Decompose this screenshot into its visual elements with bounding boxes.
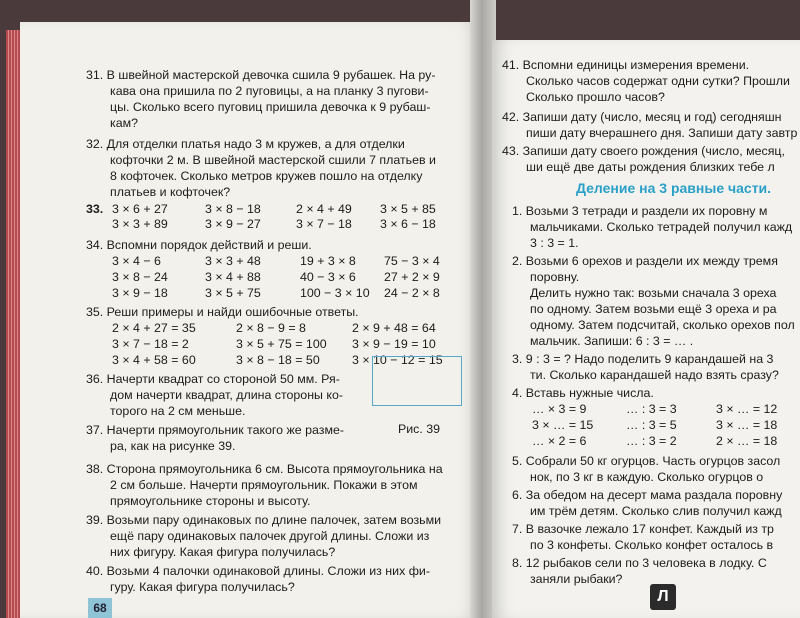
p34-ex: 3 × 8 − 24 (112, 270, 168, 284)
p34-ex: 27 + 2 × 9 (384, 270, 440, 284)
p33-ex: 3 × 5 + 85 (380, 202, 436, 216)
p34-ex: 3 × 5 + 75 (205, 286, 261, 300)
p37-line2: ра, как на рисунке 39. (110, 439, 236, 453)
p32-line2: кофточки 2 м. В швейной мастерской сшили 7 платьев и (110, 153, 436, 167)
p33-ex: 2 × 4 + 49 (296, 202, 352, 216)
p35-ex: 3 × 5 + 75 = 100 (236, 337, 327, 351)
rp-line: 43. Запиши дату своего рождения (число, месяц, (502, 144, 785, 158)
p40-line1: 40. Возьми 4 палочки одинаковой длины. Сложи из них фи- (86, 564, 430, 578)
rp-line: поровну. (530, 270, 580, 284)
p31-line4: кам? (110, 116, 138, 130)
fill-ex: … × 3 = 9 (532, 402, 587, 416)
p34-ex: 3 × 4 − 6 (112, 254, 161, 268)
fill-ex: 3 × … = 12 (716, 402, 778, 416)
p33-label: 33. (86, 202, 104, 216)
fill-ex: … : 3 = 5 (626, 418, 677, 432)
p35-ex: 2 × 8 − 9 = 8 (236, 321, 306, 335)
fill-ex: … : 3 = 3 (626, 402, 677, 416)
p33-ex: 3 × 3 + 89 (112, 217, 168, 231)
publisher-logo: Л (650, 584, 676, 610)
p38-line3: прямоугольнике стороны и высоту. (110, 494, 311, 508)
rp-line: 6. За обедом на десерт мама раздала поровну (512, 488, 783, 502)
rp-line: по одному. Затем возьми ещё 3 ореха и ра (530, 302, 777, 316)
p31-line2: кава она пришила по 2 пуговицы, а на планку 3 пугови- (110, 84, 429, 98)
p34-ex: 3 × 3 + 48 (205, 254, 261, 268)
p39-line2: ещё пару одинаковых палочек другой длины. Сложи из (110, 529, 430, 543)
p35-ex: 3 × 8 − 18 = 50 (236, 353, 320, 367)
rp-line: 42. Запиши дату (число, месяц и год) сегодняшн (502, 110, 782, 124)
rp-line: Сколько прошло часов? (526, 90, 665, 104)
p34-ex: 3 × 4 + 88 (205, 270, 261, 284)
rp-line: 5. Собрали 50 кг огурцов. Часть огурцов засол (512, 454, 781, 468)
rp-line: 1. Возьми 3 тетради и раздели их поровну м (512, 204, 768, 218)
p33-ex: 3 × 6 + 27 (112, 202, 168, 216)
rp-line: мальчиками. Сколько тетрадей получил кажд (530, 220, 793, 234)
fill-ex: … × 2 = 6 (532, 434, 587, 448)
p40-line2: гуру. Какая фигура получилась? (110, 580, 295, 594)
p35-label: 35. Реши примеры и найди ошибочные ответы. (86, 305, 359, 319)
p34-ex: 3 × 9 − 18 (112, 286, 168, 300)
p39-line1: 39. Возьми пару одинаковых по длине палочек, затем возьми (86, 513, 442, 527)
p33-ex: 3 × 8 − 18 (205, 202, 261, 216)
rp-line: по 3 конфеты. Сколько конфет осталось в (530, 538, 774, 552)
section-title: Деление на 3 равные части. (576, 180, 772, 196)
p34-ex: 75 − 3 × 4 (384, 254, 440, 268)
p35-ex: 3 × 9 − 19 = 10 (352, 337, 436, 351)
p31-line1: 31. В швейной мастерской девочка сшила 9 рубашек. На ру- (86, 68, 436, 82)
fill-ex: … : 3 = 2 (626, 434, 677, 448)
p38-line2: 2 см больше. Начерти прямоугольник. Покажи в этом (110, 478, 418, 492)
rp-line: 7. В вазочке лежало 17 конфет. Каждый из тр (512, 522, 774, 536)
rp-line: пиши дату вчерашнего дня. Запиши дату завтр (526, 126, 798, 140)
p35-ex: 2 × 4 + 27 = 35 (112, 321, 196, 335)
p33-ex: 3 × 6 − 18 (380, 217, 436, 231)
p36-line1: 36. Начерти квадрат со стороной 50 мм. Ря- (86, 372, 340, 386)
p35-ex: 2 × 9 + 48 = 64 (352, 321, 436, 335)
figure-39-caption: Рис. 39 (398, 422, 441, 436)
p32-line1: 32. Для отделки платья надо 3 м кружев, а для отделки (86, 137, 405, 151)
rp-line: заняли рыбаки? (530, 572, 623, 586)
figure-39-rectangle (372, 356, 462, 406)
fill-ex: 3 × … = 18 (716, 418, 778, 432)
rp-line: 8. 12 рыбаков сели по 3 человека в лодку. С (512, 556, 767, 570)
fill-ex: 3 × … = 15 (532, 418, 594, 432)
rp-line: Делить нужно так: возьми сначала 3 ореха (530, 286, 777, 300)
p32-line3: 8 кофточек. Сколько метров кружев пошло на отделку (110, 169, 423, 183)
p33-ex: 3 × 9 − 27 (205, 217, 261, 231)
p31-line3: цы. Сколько всего пуговиц пришила девочка к 9 рубаш- (110, 100, 431, 114)
page-number: 68 (88, 598, 112, 618)
p35-ex: 3 × 10 − 12 = 15 (352, 353, 443, 367)
p34-ex: 100 − 3 × 10 (300, 286, 370, 300)
p35-ex: 3 × 4 + 58 = 60 (112, 353, 196, 367)
rp-line: Сколько часов содержат одни сутки? Прошли (526, 74, 790, 88)
p36-line3: торого на 2 см меньше. (110, 404, 246, 418)
rp-line: 3. 9 : 3 = ? Надо поделить 9 карандашей на 3 (512, 352, 774, 366)
rp-line: нок, по 3 кг в каждую. Сколько огурцов о (530, 470, 764, 484)
p32-line4: платьев и кофточек? (110, 185, 231, 199)
rp-line: им трём детям. Сколько слив получил кажд (530, 504, 782, 518)
p33-ex: 3 × 7 − 18 (296, 217, 352, 231)
rp-line: одному. Затем подсчитай, сколько орехов пол (530, 318, 795, 332)
rp-line: 2. Возьми 6 орехов и раздели их между тремя (512, 254, 778, 268)
p36-line2: дом начерти квадрат, длина стороны ко- (110, 388, 343, 402)
p34-ex: 24 − 2 × 8 (384, 286, 440, 300)
p39-line3: них фигуру. Какая фигура получилась? (110, 545, 336, 559)
rp-line: 3 : 3 = 1. (530, 236, 579, 250)
rp-line: ши ещё две даты рождения близких тебе л (526, 160, 775, 174)
p38-line1: 38. Сторона прямоугольника 6 см. Высота прямоугольника на (86, 462, 443, 476)
p34-ex: 40 − 3 × 6 (300, 270, 356, 284)
rp-line: ти. Сколько карандашей надо взять сразу? (530, 368, 779, 382)
p37-line1: 37. Начерти прямоугольник такого же разме- (86, 423, 344, 437)
fill-ex: 2 × … = 18 (716, 434, 778, 448)
p34-label: 34. Вспомни порядок действий и реши. (86, 238, 312, 252)
rp-line: 41. Вспомни единицы измерения времени. (502, 58, 750, 72)
p34-ex: 19 + 3 × 8 (300, 254, 356, 268)
p35-ex: 3 × 7 − 18 = 2 (112, 337, 189, 351)
rp-line: 4. Вставь нужные числа. (512, 386, 654, 400)
rp-line: мальчик. Запиши: 6 : 3 = … . (530, 334, 694, 348)
